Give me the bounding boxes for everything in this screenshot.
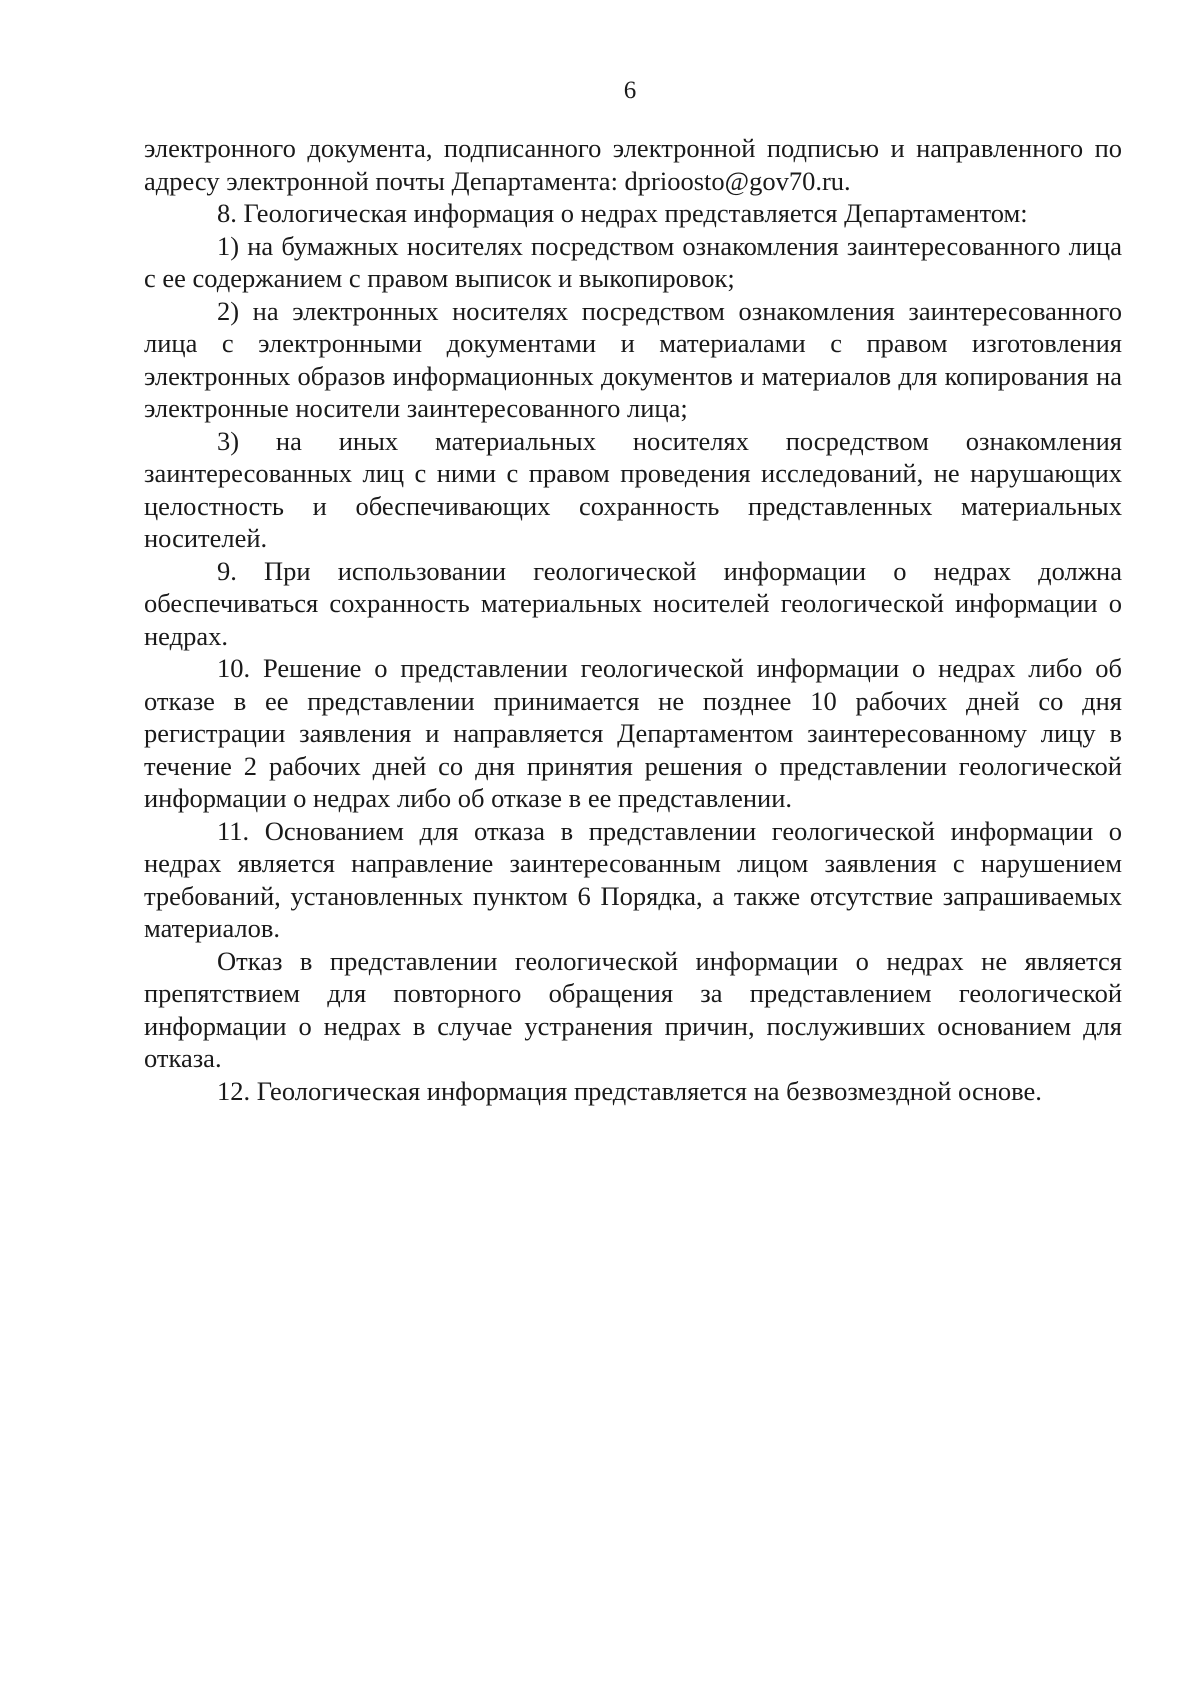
paragraph-8-item-3: 3) на иных материальных носителях посредством ознакомления заинтересованных лиц с ними с правом проведения исследований, не нарушающих целостность и обеспечивающих сохранность представленных материальных носителей. <box>144 425 1122 553</box>
paragraph-continuation: электронного документа, подписанного электронной подписью и направленного по адресу электронной почты Департамента: dprioosto@gov70.ru. <box>144 133 1122 196</box>
paragraph-8-item-2: 2) на электронных носителях посредством ознакомления заинтересованного лица с электронными документами и материалами с правом изготовления электронных образов информационных документов и материалов для копирования на электронные носители заинтересованного лица; <box>144 295 1122 423</box>
paragraph-11-refusal: Отказ в представлении геологической информации о недрах не является препятствием для повторного обращения за представлением геологической информации о недрах в случае устранения причин, послуживших основанием для отказа. <box>144 945 1122 1073</box>
document-body <box>144 132 1122 1107</box>
paragraph-9: 9. При использовании геологической информации о недрах должна обеспечиваться сохранность материальных носителей геологической информации о недрах. <box>144 555 1122 651</box>
paragraph-8: 8. Геологическая информация о недрах представляется Департаментом: <box>217 198 1028 228</box>
paragraph-10: 10. Решение о представлении геологической информации о недрах либо об отказе в ее представлении принимается не позднее 10 рабочих дней со дня регистрации заявления и направляется Департаментом заинтересованному лицу в течение 2 рабочих дней со дня принятия решения о представлении геологической информации о недрах либо об отказе в ее представлении. <box>144 653 1122 813</box>
paragraph-11: 11. Основанием для отказа в представлении геологической информации о недрах является направление заинтересованным лицом заявления с нарушением требований, установленных пунктом 6 Порядка, а также отсутствие запрашиваемых материалов. <box>144 815 1122 943</box>
paragraph-8-item-1: 1) на бумажных носителях посредством ознакомления заинтересованного лица с ее содержанием с правом выписок и выкопировок; <box>144 230 1122 293</box>
page-number: 6 <box>623 77 637 104</box>
paragraph-12: 12. Геологическая информация представляется на безвозмездной основе. <box>217 1075 1042 1106</box>
